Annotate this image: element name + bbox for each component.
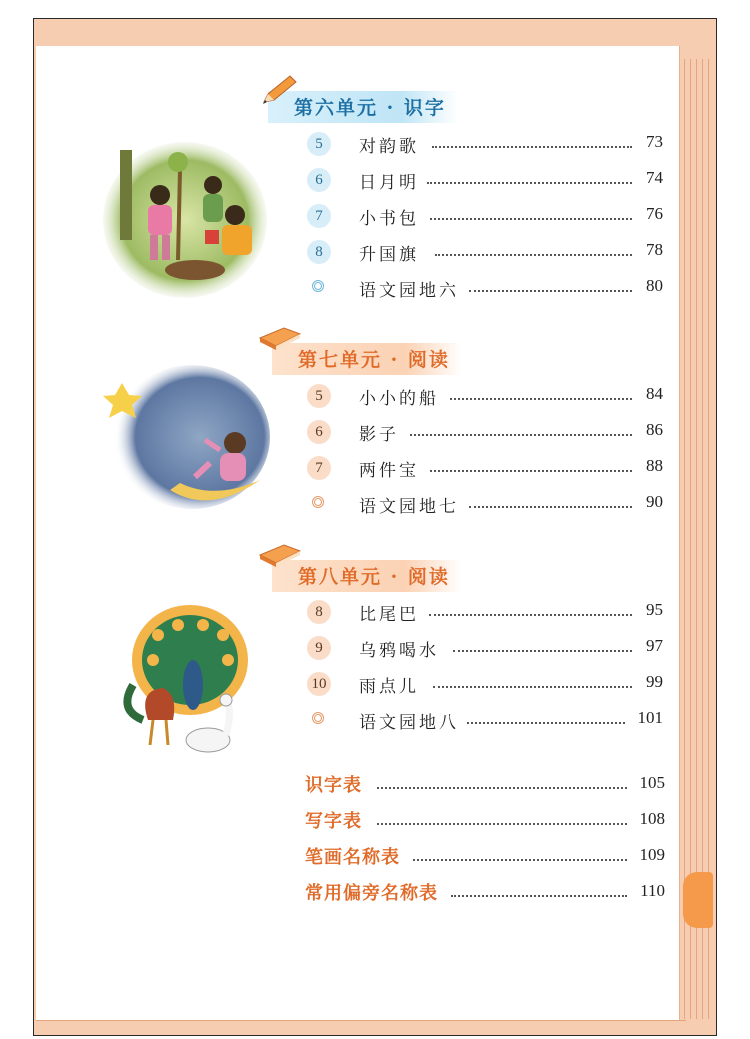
dot-leader — [451, 895, 627, 897]
toc-entry[interactable] — [307, 670, 663, 696]
lesson-number: 9 — [307, 636, 331, 660]
lesson-number: 6 — [307, 420, 331, 444]
page-bottom-edge — [36, 1020, 686, 1029]
unit-title: 第八单元 · 阅读 — [298, 566, 450, 588]
dot-leader — [432, 146, 632, 148]
toc-entry[interactable] — [307, 706, 663, 732]
toc-entry[interactable] — [307, 274, 663, 300]
toc-entry[interactable] — [307, 238, 663, 264]
dot-leader — [467, 722, 625, 724]
dot-leader — [377, 823, 627, 825]
unit-title: 第七单元 · 阅读 — [298, 349, 450, 371]
toc-entry[interactable] — [307, 130, 663, 156]
page-number: 78 — [646, 240, 663, 259]
dot-leader — [435, 254, 632, 256]
lesson-number: 8 — [307, 240, 331, 264]
page-number: 110 — [640, 881, 665, 900]
toc-entry[interactable] — [307, 490, 663, 516]
lesson-title: 对韵歌 — [359, 137, 419, 157]
lesson-title: 乌鸦喝水 — [359, 641, 439, 661]
lesson-title: 升国旗 — [359, 245, 419, 265]
dot-leader — [433, 686, 632, 688]
page-number: 74 — [646, 168, 663, 187]
lesson-number: 5 — [307, 132, 331, 156]
double-circle-icon — [312, 712, 324, 724]
page-number: 101 — [637, 708, 663, 727]
dot-leader — [429, 614, 632, 616]
book-icon — [258, 324, 302, 352]
girl-on-moon-illustration — [100, 365, 270, 515]
peacock-rooster-goose-illustration — [108, 600, 258, 770]
lesson-title: 比尾巴 — [359, 605, 419, 625]
dot-leader — [469, 506, 632, 508]
unit-header — [272, 340, 472, 374]
toc-entry[interactable] — [307, 166, 663, 192]
appendix-title: 笔画名称表 — [305, 847, 400, 868]
lesson-title: 日月明 — [359, 173, 419, 193]
dot-leader — [413, 859, 627, 861]
lesson-title: 影子 — [359, 425, 399, 445]
dot-leader — [469, 290, 632, 292]
lesson-number: 10 — [307, 672, 331, 696]
unit-header — [272, 557, 472, 591]
lesson-title: 语文园地七 — [359, 497, 459, 517]
page-number: 105 — [639, 773, 665, 792]
lesson-title: 两件宝 — [359, 461, 419, 481]
toc-entry[interactable] — [307, 202, 663, 228]
double-circle-icon — [312, 280, 324, 292]
appendix-title: 常用偏旁名称表 — [305, 883, 438, 904]
dot-leader — [427, 182, 632, 184]
unit-header — [268, 88, 468, 122]
page-number: 108 — [639, 809, 665, 828]
page-number: 86 — [646, 420, 663, 439]
dot-leader — [430, 218, 632, 220]
toc-entry[interactable] — [307, 634, 663, 660]
lesson-title: 雨点儿 — [359, 677, 419, 697]
page-number: 80 — [646, 276, 663, 295]
toc-entry[interactable] — [307, 382, 663, 408]
page-number: 109 — [639, 845, 665, 864]
lesson-title: 语文园地八 — [359, 713, 459, 733]
page-number: 88 — [646, 456, 663, 475]
dot-leader — [430, 470, 632, 472]
page-number: 84 — [646, 384, 663, 403]
dot-leader — [377, 787, 627, 789]
page-number: 76 — [646, 204, 663, 223]
toc-entry[interactable] — [307, 598, 663, 624]
lesson-title: 语文园地六 — [359, 281, 459, 301]
page-number: 97 — [646, 636, 663, 655]
lesson-title: 小书包 — [359, 209, 419, 229]
lesson-number: 7 — [307, 204, 331, 228]
toc-entry[interactable] — [307, 454, 663, 480]
appendix-entry[interactable] — [305, 879, 665, 905]
page-number: 99 — [646, 672, 663, 691]
appendix-entry[interactable] — [305, 771, 665, 797]
pencil-icon — [260, 74, 298, 106]
appendix-title: 写字表 — [305, 811, 362, 832]
toc-entry[interactable] — [307, 418, 663, 444]
page-number: 95 — [646, 600, 663, 619]
double-circle-icon — [312, 496, 324, 508]
dot-leader — [450, 398, 632, 400]
appendix-entry[interactable] — [305, 807, 665, 833]
lesson-number: 5 — [307, 384, 331, 408]
appendix-entry[interactable] — [305, 843, 665, 869]
dot-leader — [453, 650, 632, 652]
lesson-number: 6 — [307, 168, 331, 192]
unit-title: 第六单元 · 识字 — [294, 97, 446, 119]
lesson-number: 7 — [307, 456, 331, 480]
lesson-number: 8 — [307, 600, 331, 624]
lesson-title: 小小的船 — [359, 389, 439, 409]
book-icon — [258, 541, 302, 569]
page-tab — [683, 872, 713, 928]
children-planting-tree-illustration — [100, 140, 270, 300]
dot-leader — [410, 434, 632, 436]
page-number: 73 — [646, 132, 663, 151]
page-number: 90 — [646, 492, 663, 511]
appendix-title: 识字表 — [305, 775, 362, 796]
